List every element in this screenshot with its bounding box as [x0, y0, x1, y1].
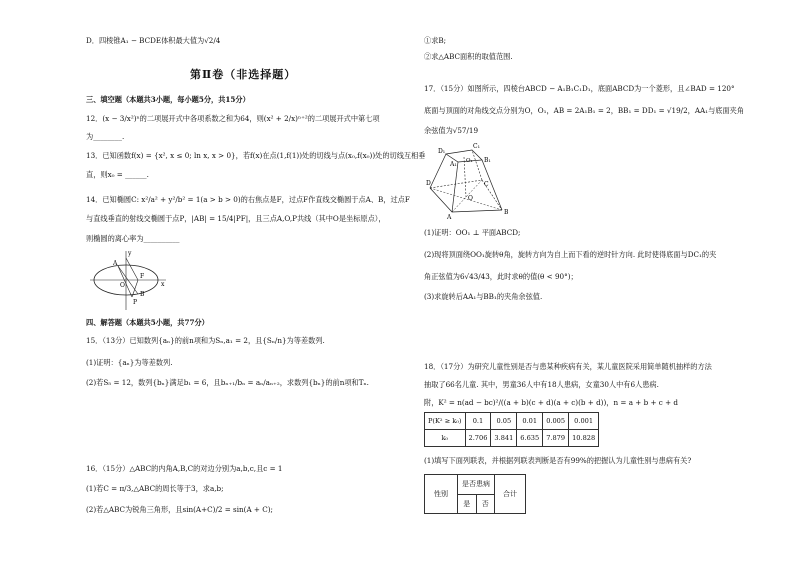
- k-cell: 0.005: [543, 413, 569, 430]
- ct-sick: 是否患病: [458, 475, 495, 495]
- solid-label-c: C: [484, 181, 489, 188]
- q18-part1: (1)填写下面列联表，并根据列联表判断是否有99%的把握认为儿童性别与患病有关?: [424, 456, 692, 465]
- k-table-row-k0: [425, 430, 599, 447]
- q17-line1: 17．（15分）如图所示，四棱台ABCD − A₁B₁C₁D₁，底面ABCD为一个菱形，且∠BAD = 120°: [424, 84, 735, 93]
- q17-line2: 底面与顶面的对角线交点分别为O，O₁，AB = 2A₁B₁ = 2，BB₁ = DD₁ = √19/2，AA₁与底面夹角: [424, 106, 745, 115]
- ellipse-figure: [88, 248, 168, 312]
- q16-sub1: ①求B;: [424, 36, 447, 45]
- q17-part3: (3)求旋转后AA₁与BB₁的夹角余弦值.: [424, 292, 543, 301]
- option-d: D．四棱锥A₁ − BCDE体积最大值为√2/4: [86, 36, 221, 45]
- q12-line2: 为________.: [86, 132, 125, 141]
- ellipse-label-b: B: [140, 291, 145, 298]
- ellipse-label-p: P: [133, 299, 138, 306]
- ellipse-label-f: F: [140, 273, 145, 280]
- k-cell: 3.841: [491, 430, 517, 447]
- solid-label-a1: A₁: [450, 161, 457, 168]
- solid-label-b: B: [504, 209, 509, 216]
- ct-yes: 是: [458, 494, 477, 514]
- k-cell: 7.879: [543, 430, 569, 447]
- q17-line3: 余弦值为√57/19: [424, 126, 479, 135]
- ellipse-label-a: A: [113, 260, 118, 267]
- solid-label-o: O: [468, 195, 473, 202]
- k-cell: 6.635: [517, 430, 543, 447]
- q18-formula: 附，K² = n(ad − bc)²/((a + b)(c + d)(a + c)(b + d))，n = a + b + c + d: [424, 398, 678, 407]
- ellipse-label-y: y: [128, 250, 132, 257]
- q13-line1: 13．已知函数f(x) = {x², x ≤ 0; ln x, x > 0}，若f(x)在点(1,f(1))处的切线与点(x₀,f(x₀))处的切线互相垂: [86, 151, 426, 160]
- q16-line2: (1)若C = π/3,△ABC的周长等于3，求a,b;: [86, 484, 224, 493]
- q17-part1: (1)证明：OO₁ ⊥ 平面ABCD;: [424, 228, 521, 237]
- k-cell: 2.706: [465, 430, 491, 447]
- q13-line2: 直，则x₀ = ______.: [86, 170, 149, 179]
- k-cell: k₀: [425, 430, 466, 447]
- k-cell: 0.01: [517, 413, 543, 430]
- q17-part2-line1: (2)现将顶面绕OO₁旋转θ角，旋转方向为自上而下看的逆时针方向. 此时使得底面与DC₁的夹: [424, 250, 717, 259]
- solid-label-d1: D₁: [438, 148, 446, 155]
- part2-title: 第Ⅱ卷（非选择题）: [190, 68, 297, 81]
- q14-line1: 14．已知椭圆C: x²/a² + y²/b² = 1(a > b > 0)的右焦点是F，过点F作直线交椭圆于点A、B，过点F: [86, 195, 410, 204]
- q17-part2-line2: 角正弦值为6√43/43，此时求θ的值(θ < 90°)；: [424, 272, 578, 281]
- ellipse-label-o: O: [120, 282, 125, 289]
- contingency-table: [424, 474, 526, 514]
- solid-label-a: A: [447, 214, 452, 220]
- k-cell: P(K² ≥ k₀): [425, 413, 466, 430]
- q18-line1: 18．（17分）为研究儿童性别是否与患某种疾病有关，某儿童医院采用简单随机抽样的方法: [424, 362, 712, 371]
- solid-label-c1: C₁: [473, 143, 480, 150]
- q16-line3: (2)若△ABC为锐角三角形，且sin(A+C)/2 = sin(A + C);: [86, 505, 273, 514]
- k-cell: 0.05: [491, 413, 517, 430]
- section-answer-title: 四、解答题（本题共5小题，共77分）: [86, 318, 209, 327]
- solid-label-b1: B₁: [484, 157, 491, 164]
- q15-line1: 15．（13分）已知数列{aₙ}的前n项和为Sₙ,a₁ = 2，且{Sₙ/n}为等差数列.: [86, 336, 325, 345]
- solid-label-o1: O₁: [466, 158, 473, 164]
- k-value-table: [424, 412, 599, 447]
- q15-line2: (1)证明：{aₙ}为等差数列.: [86, 358, 173, 367]
- frustum-figure: [426, 140, 526, 220]
- k-cell: 0.001: [569, 413, 599, 430]
- k-table-row-p: [425, 413, 599, 430]
- q14-line2: 与直线垂直的射线交椭圆于点P，|AB| = 15/4|PF|，且三点A,O,P共线（其中O是坐标原点），: [86, 214, 386, 223]
- q16-line1: 16．（15分）△ABC的内角A,B,C的对边分别为a,b,c,且c = 1: [86, 464, 283, 473]
- ct-no: 否: [476, 494, 495, 514]
- k-cell: 0.1: [465, 413, 491, 430]
- q15-line3: (2)若S₅ = 12，数列{bₙ}满足b₁ = 6，且bₙ₊₁/bₙ = aₙ/aₙ₊₂，求数列{bₙ}的前n项和Tₙ.: [86, 378, 369, 387]
- q14-line3: 则椭圆的离心率为__________: [86, 234, 180, 243]
- ct-total: 合计: [495, 475, 526, 514]
- ellipse-label-x: x: [161, 281, 165, 288]
- section-fill-title: 三、填空题（本题共3小题，每小题5分，共15分）: [86, 95, 250, 104]
- q16-sub2: ②求△ABC面积的取值范围.: [424, 52, 513, 61]
- q12-line1: 12．(x − 3/x²)ⁿ的二项展开式中各项系数之和为64，则(x² + 2/x)ⁿ⁺²的二项展开式中第七项: [86, 114, 380, 123]
- solid-label-d: D: [426, 180, 431, 187]
- q18-line2: 抽取了66名儿童. 其中，男童36人中有18人患病，女童30人中有6人患病.: [424, 380, 659, 389]
- ct-gender: 性别: [425, 475, 458, 514]
- k-cell: 10.828: [569, 430, 599, 447]
